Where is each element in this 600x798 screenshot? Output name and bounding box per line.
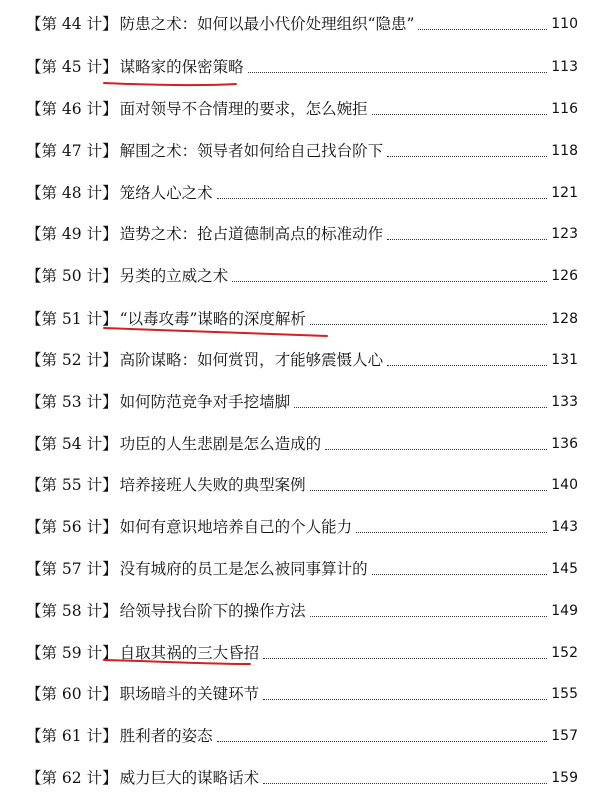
dot-leader bbox=[217, 741, 548, 742]
toc-entry-54[interactable] bbox=[26, 428, 578, 454]
dot-leader bbox=[263, 699, 547, 700]
entry-page-number: 145 bbox=[551, 561, 578, 577]
entry-page-number: 131 bbox=[551, 352, 578, 368]
toc-entry-62[interactable] bbox=[26, 762, 578, 788]
dot-leader bbox=[372, 114, 548, 115]
entry-page-number: 126 bbox=[551, 268, 578, 284]
entry-title: 功臣的人生悲剧是怎么造成的 bbox=[119, 435, 322, 453]
toc-entry-58[interactable] bbox=[26, 595, 578, 621]
toc-entry-59[interactable] bbox=[26, 637, 578, 663]
entry-number: 【第 51 计】 bbox=[26, 310, 118, 328]
dot-leader bbox=[387, 365, 547, 366]
toc-entry-55[interactable] bbox=[26, 469, 578, 495]
entry-number: 【第 53 计】 bbox=[26, 393, 118, 411]
entry-page-number: 113 bbox=[551, 59, 578, 75]
entry-number: 【第 45 计】 bbox=[26, 58, 118, 76]
toc-entry-44[interactable] bbox=[26, 8, 578, 34]
entry-number: 【第 57 计】 bbox=[26, 560, 118, 578]
entry-page-number: 159 bbox=[551, 770, 578, 786]
toc-entry-52[interactable] bbox=[26, 344, 578, 370]
entry-title: 面对领导不合情理的要求，怎么婉拒 bbox=[119, 100, 368, 118]
entry-number: 【第 60 计】 bbox=[26, 685, 118, 703]
entry-page-number: 136 bbox=[551, 436, 578, 452]
entry-page-number: 155 bbox=[551, 686, 578, 702]
toc-entry-47[interactable] bbox=[26, 135, 578, 161]
entry-number: 【第 54 计】 bbox=[26, 435, 118, 453]
dot-leader bbox=[310, 490, 548, 491]
entry-title: 笼络人心之术 bbox=[119, 184, 213, 202]
entry-page-number: 123 bbox=[551, 226, 578, 242]
entry-number: 【第 56 计】 bbox=[26, 518, 118, 536]
entry-number: 【第 52 计】 bbox=[26, 351, 118, 369]
entry-title: 威力巨大的谋略话术 bbox=[119, 769, 260, 787]
toc-entry-46[interactable] bbox=[26, 93, 578, 119]
entry-title: 造势之术：抢占道德制高点的标准动作 bbox=[119, 225, 384, 243]
entry-number: 【第 44 计】 bbox=[26, 15, 118, 33]
entry-title: 谋略家的保密策略 bbox=[119, 58, 244, 76]
entry-number: 【第 61 计】 bbox=[26, 727, 118, 745]
dot-leader bbox=[387, 156, 547, 157]
entry-page-number: 140 bbox=[551, 477, 578, 493]
entry-page-number: 133 bbox=[551, 394, 578, 410]
toc-entry-56[interactable] bbox=[26, 511, 578, 537]
toc-entry-45[interactable] bbox=[26, 51, 578, 77]
entry-title: 培养接班人失败的典型案例 bbox=[119, 476, 306, 494]
entry-title: 胜利者的姿态 bbox=[119, 727, 213, 745]
dot-leader bbox=[263, 658, 547, 659]
toc-entry-53[interactable] bbox=[26, 386, 578, 412]
entry-page-number: 157 bbox=[551, 728, 578, 744]
dot-leader bbox=[418, 29, 547, 30]
entry-number: 【第 47 计】 bbox=[26, 142, 118, 160]
entry-title: “以毒攻毒”谋略的深度解析 bbox=[119, 310, 306, 328]
dot-leader bbox=[294, 407, 547, 408]
entry-number: 【第 48 计】 bbox=[26, 184, 118, 202]
toc-entry-61[interactable] bbox=[26, 720, 578, 746]
dot-leader bbox=[232, 281, 547, 282]
entry-page-number: 110 bbox=[551, 16, 578, 32]
entry-number: 【第 49 计】 bbox=[26, 225, 118, 243]
entry-title: 如何防范竞争对手挖墙脚 bbox=[119, 393, 291, 411]
entry-page-number: 121 bbox=[551, 185, 578, 201]
toc-entry-50[interactable] bbox=[26, 260, 578, 286]
entry-page-number: 118 bbox=[551, 143, 578, 159]
entry-number: 【第 59 计】 bbox=[26, 644, 118, 662]
dot-leader bbox=[248, 72, 548, 73]
entry-page-number: 128 bbox=[551, 311, 578, 327]
entry-number: 【第 50 计】 bbox=[26, 267, 118, 285]
dot-leader bbox=[310, 324, 547, 325]
entry-title: 没有城府的员工是怎么被同事算计的 bbox=[119, 560, 368, 578]
dot-leader bbox=[356, 532, 547, 533]
entry-number: 【第 58 计】 bbox=[26, 602, 118, 620]
entry-title: 自取其祸的三大昏招 bbox=[119, 644, 260, 662]
entry-title: 解围之术：领导者如何给自己找台阶下 bbox=[119, 142, 384, 160]
entry-title: 如何有意识地培养自己的个人能力 bbox=[119, 518, 353, 536]
toc-entry-51[interactable] bbox=[26, 303, 578, 329]
dot-leader bbox=[387, 239, 547, 240]
entry-number: 【第 55 计】 bbox=[26, 476, 118, 494]
dot-leader bbox=[325, 449, 547, 450]
entry-title: 另类的立威之术 bbox=[119, 267, 229, 285]
toc-entry-49[interactable] bbox=[26, 218, 578, 244]
entry-number: 【第 62 计】 bbox=[26, 769, 118, 787]
dot-leader bbox=[372, 574, 548, 575]
entry-page-number: 149 bbox=[551, 603, 578, 619]
entry-page-number: 152 bbox=[551, 645, 578, 661]
entry-page-number: 143 bbox=[551, 519, 578, 535]
dot-leader bbox=[263, 783, 547, 784]
entry-number: 【第 46 计】 bbox=[26, 100, 118, 118]
entry-title: 给领导找台阶下的操作方法 bbox=[119, 602, 306, 620]
dot-leader bbox=[217, 198, 548, 199]
entry-title: 职场暗斗的关键环节 bbox=[119, 685, 260, 703]
toc-entry-57[interactable] bbox=[26, 553, 578, 579]
dot-leader bbox=[310, 616, 548, 617]
toc-entry-60[interactable] bbox=[26, 678, 578, 704]
entry-title: 防患之术：如何以最小代价处理组织“隐患” bbox=[119, 15, 415, 33]
entry-title: 高阶谋略：如何赏罚，才能够震慑人心 bbox=[119, 351, 384, 369]
entry-page-number: 116 bbox=[551, 101, 578, 117]
toc-entry-48[interactable] bbox=[26, 177, 578, 203]
